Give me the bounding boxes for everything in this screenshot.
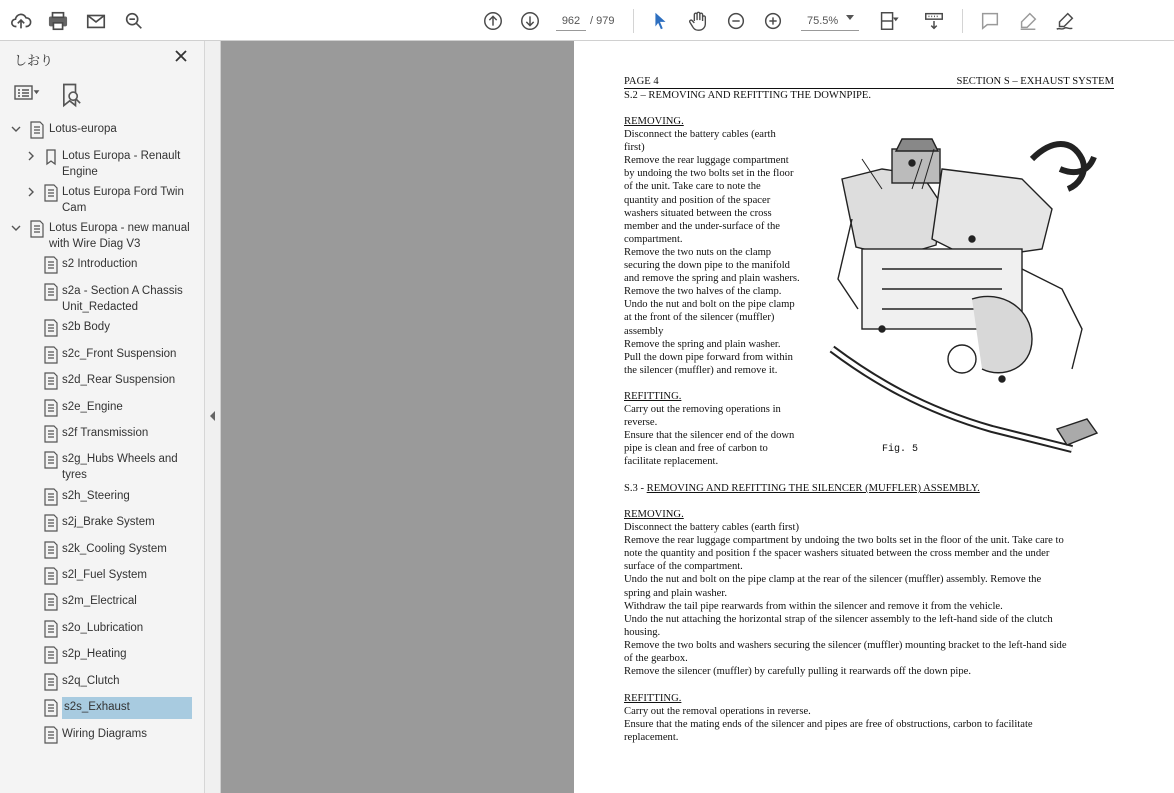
engine-exhaust-illustration <box>822 129 1108 459</box>
text-line: the silencer (muffler) and remove it. <box>624 364 778 376</box>
bookmark-label: s2b Body <box>62 321 110 333</box>
chevron-down-icon[interactable] <box>846 15 854 20</box>
printer-icon[interactable] <box>46 9 70 33</box>
removing-heading-2: REMOVING. <box>624 509 684 520</box>
text-line: Remove the two halves of the clamp. <box>624 286 782 298</box>
text-line: Withdraw the tail pipe rearwards from within the silencer and remove it from the vehicle. <box>624 600 1003 612</box>
zoom-level-select[interactable]: 75.5% <box>801 11 859 31</box>
bookmark-label: s2e_Engine <box>62 401 123 413</box>
bookmark-page-icon <box>43 699 59 717</box>
text-line: Remove the two nuts on the clamp <box>624 246 772 258</box>
text-line: assembly <box>624 325 664 337</box>
text-line: note the quantity and position f the spacer washers situated between the cross member and the under <box>624 548 1050 560</box>
bookmark-page-icon <box>43 541 59 559</box>
next-page-icon[interactable] <box>518 9 542 33</box>
chevron-right-icon[interactable] <box>26 186 36 196</box>
previous-page-icon[interactable] <box>481 9 505 33</box>
text-line: Undo the nut and bolt on the pipe clamp at the rear of the silencer (muffler) assembly. Remove the <box>624 574 1042 586</box>
bookmark-page-icon <box>43 372 59 390</box>
text-line: of the gearbox. <box>624 653 688 664</box>
text-line: surface of the compartment. <box>624 561 743 573</box>
panel-title: しおり <box>14 53 54 68</box>
text-line: and remove the spring and plain washers. <box>624 273 800 285</box>
text-line: Undo the nut attaching the horizontal strap of the silencer assembly to the left-hand side of the clutch <box>624 613 1053 625</box>
collapse-panel-icon[interactable] <box>210 411 215 421</box>
text-line: by undoing the two bolts set in the floor <box>624 168 794 180</box>
bookmark-page-icon <box>43 726 59 744</box>
section-s3-heading <box>624 482 980 495</box>
bookmark-page-icon <box>43 399 59 417</box>
panel-toolbar <box>14 81 194 105</box>
text-line: replacement. <box>624 732 679 744</box>
bookmark-label: Wiring Diagrams <box>62 728 147 740</box>
text-line: facilitate replacement. <box>624 456 719 468</box>
bookmark-label: Lotus Europa - new manual with Wire Diag V3 <box>49 222 190 250</box>
bookmark-label: s2d_Rear Suspension <box>62 374 176 386</box>
chevron-down-icon[interactable] <box>11 123 21 133</box>
scrolling-mode-icon[interactable] <box>922 9 946 33</box>
text-line: quantity and position of the spacer <box>624 194 771 206</box>
bookmark-label: s2j_Brake System <box>62 516 155 528</box>
bookmark-label: Lotus-europa <box>49 123 117 135</box>
text-line: Ensure that the mating ends of the silencer and pipes are free of obstructions, carbon to facilitate <box>624 719 1033 731</box>
refitting-heading: REFITTING. <box>624 391 682 402</box>
bookmark-page-icon <box>29 121 45 139</box>
text-line: Remove the two bolts and washers securing the silencer (muffler) mounting bracket to the left-hand side <box>624 639 1067 651</box>
figure-caption: Fig. 5 <box>882 444 919 455</box>
text-line: Remove the rear luggage compartment by undoing the two bolts set in the floor of the unit. Take care to <box>624 535 1064 547</box>
text-line: Carry out the removal operations in reverse. <box>624 706 811 717</box>
page-header <box>624 75 1114 89</box>
text-line: at the front of the silencer (muffler) <box>624 312 775 324</box>
bookmark-label: s2h_Steering <box>62 490 130 502</box>
bookmark-label: s2 Introduction <box>62 258 138 270</box>
page-fit-icon[interactable] <box>876 9 900 33</box>
text-line: spring and plain washer. <box>624 587 727 599</box>
bookmark-page-icon <box>43 283 59 301</box>
section-s3-number: S.3 - <box>624 483 647 494</box>
bookmark-label: s2o_Lubrication <box>62 622 144 634</box>
text-line: washers situated between the cross <box>624 207 772 219</box>
document-canvas[interactable] <box>221 41 1174 793</box>
page-total-label <box>590 11 620 31</box>
text-line: Carry out the removing operations in <box>624 404 781 415</box>
bookmark-label: s2g_Hubs Wheels and tyres <box>62 453 178 481</box>
section-s2-title: S.2 – REMOVING AND REFITTING THE DOWNPIPE. <box>624 90 871 101</box>
toolbar-divider <box>962 9 963 33</box>
bookmark-label: s2k_Cooling System <box>62 543 167 555</box>
bookmark-page-icon <box>43 451 59 469</box>
bookmark-page-icon <box>43 593 59 611</box>
bookmark-page-icon <box>43 673 59 691</box>
bookmark-label: Lotus Europa - Renault Engine <box>62 150 181 178</box>
sign-icon[interactable] <box>1053 9 1077 33</box>
text-line: Disconnect the battery cables (earth <box>624 129 776 140</box>
text-line: pipe is clean and free of carbon to <box>624 443 768 455</box>
bookmark-page-icon <box>43 184 59 202</box>
select-cursor-icon[interactable] <box>648 9 672 33</box>
text-line: Undo the nut and bolt on the pipe clamp <box>624 299 795 311</box>
bookmark-label: s2p_Heating <box>62 648 127 660</box>
refitting-heading-2: REFITTING. <box>624 693 682 704</box>
bookmark-page-icon <box>43 256 59 274</box>
bookmarks-panel <box>0 41 205 793</box>
text-line: Remove the rear luggage compartment <box>624 155 789 167</box>
text-line: of the unit. Take care to note the <box>624 181 761 193</box>
page-total-value: 979 <box>596 15 615 27</box>
toolbar <box>0 0 1174 41</box>
comment-icon[interactable] <box>978 9 1002 33</box>
section-s3-title: REMOVING AND REFITTING THE SILENCER (MUFFLER) ASSEMBLY. <box>646 483 980 494</box>
bookmark-label: s2f Transmission <box>62 427 149 439</box>
bookmark-page-icon <box>43 514 59 532</box>
highlight-pen-icon[interactable] <box>1016 9 1040 33</box>
toolbar-divider <box>633 9 634 33</box>
text-line: Ensure that the silencer end of the down <box>624 430 795 442</box>
hand-tool-icon[interactable] <box>686 9 710 33</box>
bookmark-label: s2q_Clutch <box>62 675 120 687</box>
bookmark-icon <box>43 148 59 166</box>
text-line: compartment. <box>624 233 683 245</box>
bookmark-label: s2s_Exhaust <box>62 697 192 719</box>
page-number-input[interactable]: 962 <box>556 11 586 31</box>
close-icon[interactable] <box>172 47 190 65</box>
bookmark-page-icon <box>43 567 59 585</box>
bookmark-label: Lotus Europa Ford Twin Cam <box>62 186 184 214</box>
text-line: reverse. <box>624 417 658 429</box>
bookmark-label: s2m_Electrical <box>62 595 137 607</box>
bookmark-page-icon <box>43 319 59 337</box>
text-line: first) <box>624 142 645 154</box>
bookmark-label: s2c_Front Suspension <box>62 348 177 360</box>
bookmark-page-icon <box>29 220 45 238</box>
section-s2-heading <box>624 89 871 102</box>
chevron-down-icon[interactable] <box>11 222 21 232</box>
text-line: securing the down pipe to the manifold <box>624 260 790 271</box>
magnifier-icon[interactable] <box>122 9 146 33</box>
bookmark-label: s2l_Fuel System <box>62 569 148 581</box>
page-separator: / <box>590 15 594 27</box>
text-line: Pull the down pipe forward from within <box>624 351 793 363</box>
panel-splitter[interactable] <box>205 41 221 793</box>
options-menu-icon[interactable] <box>14 81 42 105</box>
removing-heading: REMOVING. <box>624 116 684 127</box>
zoom-out-icon[interactable] <box>724 9 748 33</box>
text-line: Disconnect the battery cables (earth first) <box>624 522 800 533</box>
zoom-in-icon[interactable] <box>761 9 785 33</box>
text-line: Remove the silencer (muffler) by carefully pulling it rearwards off the down pipe. <box>624 666 972 678</box>
bookmark-page-icon <box>43 425 59 443</box>
bookmark-search-icon[interactable] <box>58 81 86 105</box>
bookmark-page-icon <box>43 620 59 638</box>
bookmark-page-icon <box>43 346 59 364</box>
envelope-icon[interactable] <box>84 9 108 33</box>
chevron-right-icon[interactable] <box>26 150 36 160</box>
cloud-upload-icon[interactable] <box>9 9 33 33</box>
text-line: member and the under-surface of the <box>624 220 780 232</box>
pdf-page <box>574 41 1174 793</box>
text-line: housing. <box>624 626 661 638</box>
text-line: Remove the spring and plain washer. <box>624 338 781 350</box>
page-header-left: PAGE 4 <box>624 76 659 87</box>
bookmark-page-icon <box>43 488 59 506</box>
page-header-right: SECTION S – EXHAUST SYSTEM <box>956 76 1114 87</box>
bookmark-page-icon <box>43 646 59 664</box>
bookmark-label: s2a - Section A Chassis Unit_Redacted <box>62 285 183 313</box>
